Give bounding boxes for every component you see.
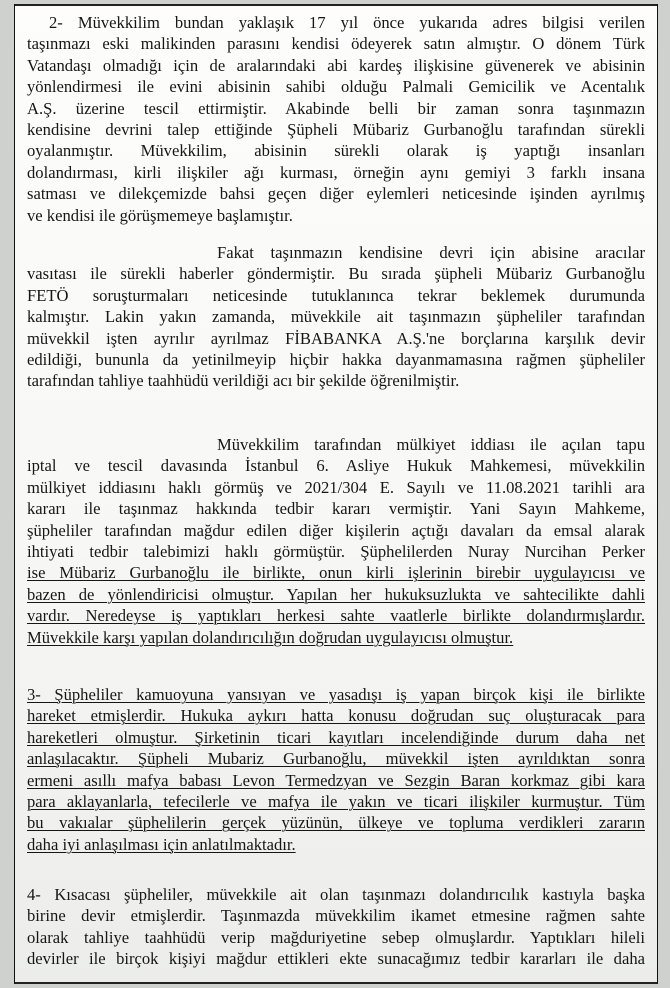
text-line: taşınmazı eski malikinden parasını kendisi ödeyerek satın almıştır. O dönem Türk (27, 34, 645, 54)
text-line: edildiği, bununla da yetinilmeyip hiçbir hakka dayanmamasına rağmen şüpheliler (27, 350, 645, 370)
text-line: 2- Müvekkilim bundan yaklaşık 17 yıl önce yukarıda adres bilgisi verilen (49, 13, 645, 32)
text-line: şüpheliler tarafından mağdur edilen diğer kişilerin açtığı davaları da emsal alarak (27, 520, 645, 540)
page-bottom-edge (15, 982, 657, 984)
paragraph-4 (27, 884, 645, 970)
text-line: kendisine devrini talep ettiğinde Şüpheli Mübariz Gurbanoğlu tarafından sürekli (27, 120, 645, 140)
text-line: Vatandaşı olmadığı için de aralarındaki abi kardeş ilişkisine güvenerek ve abisinin (27, 55, 645, 75)
underlined-text-line: daha iyi anlaşılması için anlatılmaktadır. (27, 834, 296, 854)
text-line: 4- Kısacası şüpheliler, müvekkile ait olan taşınmazı dolandırıcılık kastıyla başka (27, 885, 645, 904)
underlined-text-line: ermeni asıllı mafya babası Levon Termedzyan ve Sezgin Baran korkmaz gibi kara (27, 770, 645, 790)
text-line: kalmıştır. Lakin yakın zamanda, müvekkile ait taşınmazın şüpheliler tarafından (27, 307, 645, 327)
page-top-edge (15, 4, 657, 6)
text-line: müvekkil işten ayrılır ayrılmaz FİBABANKA A.Ş.'ne borçlarına karşılık devir (27, 328, 645, 348)
text-line: tarafından tahliye taahhüdü verildiği acı bir şekilde öğrenilmiştir. (27, 371, 460, 391)
paragraph-2 (27, 12, 645, 226)
text-line: mülkiyet iddiasını haklı görmüş ve 2021/304 E. Sayılı ve 11.08.2021 tarihli ara (27, 477, 645, 497)
text-line: A.Ş. üzerine tescil ettirmiştir. Akabinde belli bir zaman sonra taşınmazın (27, 98, 645, 118)
underlined-text-line: para aklayanlarla, tefecilerle ve mafya ile yakın ve ticari ilişkiler kurmuştur. Tüm (27, 792, 645, 812)
underlined-text-line: hareketleri olmuştur. Şirketinin ticari kayıtları incelendiğinde durum daha net (27, 727, 645, 747)
document-page (14, 4, 658, 984)
paragraph-3 (27, 684, 645, 855)
text-line: vasıtası ile sürekli haberler göndermiştir. Bu sırada şüpheli Mübariz Gurbanoğlu (27, 264, 645, 284)
underlined-text-line: vardır. Neredeyse iş yaptıkları herkesi sahte vaatlerle birlikte dolandırmışlardır. (27, 606, 645, 626)
underlined-text-line: 3- Şüpheliler kamuoyuna yansıyan ve yasadışı iş yapan birçok kişi ile birlikte (27, 685, 645, 704)
text-line: birine devir etmişlerdir. Taşınmazda müvekkilim ikamet etmesine rağmen sahte (27, 906, 645, 926)
text-line: dolandırması, kirli ilişkiler ağı kurması, örneğin aynı gemiyi 3 farklı insana (27, 162, 645, 182)
underlined-text-line: bu vakıalar şüphelilerin gerçek yüzünün, ülkeye ve topluma verdikleri zararın (27, 813, 645, 833)
text-line: olarak tahliye taahhüdü verip mağduriyetine sebep olmuşlardır. Yaptıkları hileli (27, 927, 645, 947)
underlined-text-line: ise Mübariz Gurbanoğlu ile birlikte, onun kirli işlerinin birebir uygulayıcısı ve (27, 563, 645, 583)
text-line: kararı ile taşınmaz hakkında tedbir kararı vermiştir. Yani Sayın Mahkeme, (27, 499, 645, 519)
text-line: ve kendisi ile görüşmemeye başlamıştır. (27, 205, 293, 225)
text-line: oyalanmıştır. Müvekkilim, abisinin sürekli olarak iş yaptığı insanları (27, 141, 645, 161)
text-line: iptal ve tescil davasında İstanbul 6. Asliye Hukuk Mahkemesi, müvekkilin (27, 456, 645, 476)
paragraph-mulkiyet (27, 434, 645, 648)
text-line: FETÖ soruşturmaları neticesinde tutuklanınca tekrar beklemek durumunda (27, 285, 645, 305)
text-line: devirler ile birçok kişiyi mağdur ettikleri ekte sunacağımız tedbir kararları ile daha (27, 949, 645, 969)
underlined-text-line: hareket etmişlerdir. Hukuka aykırı hatta konusu doğrudan suç oluşturacak para (27, 706, 645, 726)
paragraph-fakat (27, 242, 645, 392)
text-line: satması ve dilekçemizde bahsi geçen diğer eylemleri neticesinde işinden ayrılmış (27, 184, 645, 204)
text-line: Müvekkilim tarafından mülkiyet iddiası ile açılan tapu (217, 435, 645, 454)
underlined-text-line: Müvekkile karşı yapılan dolandırıcılığın doğrudan uygulayıcısı olmuştur. (27, 627, 514, 647)
text-line: yönlendirmesi ile evini abisinin sahibi olduğu Palmali Gemicilik ve Acentalık (27, 77, 645, 97)
text-line: ihtiyati tedbir talebimizi haklı görmüştür. Şüphelilerden Nuray Nurcihan Perker (27, 542, 645, 562)
underlined-text-line: bazen de yönlendiricisi olmuştur. Yapılan her hukuksuzlukta ve sahtecilikte dahli (27, 584, 645, 604)
underlined-text-line: anlaşılacaktır. Şüpheli Mubariz Gurbanoğlu, müvekkil işten ayrıldıktan sonra (27, 749, 645, 769)
text-line: Fakat taşınmazın kendisine devri için abisine aracılar (217, 243, 645, 262)
